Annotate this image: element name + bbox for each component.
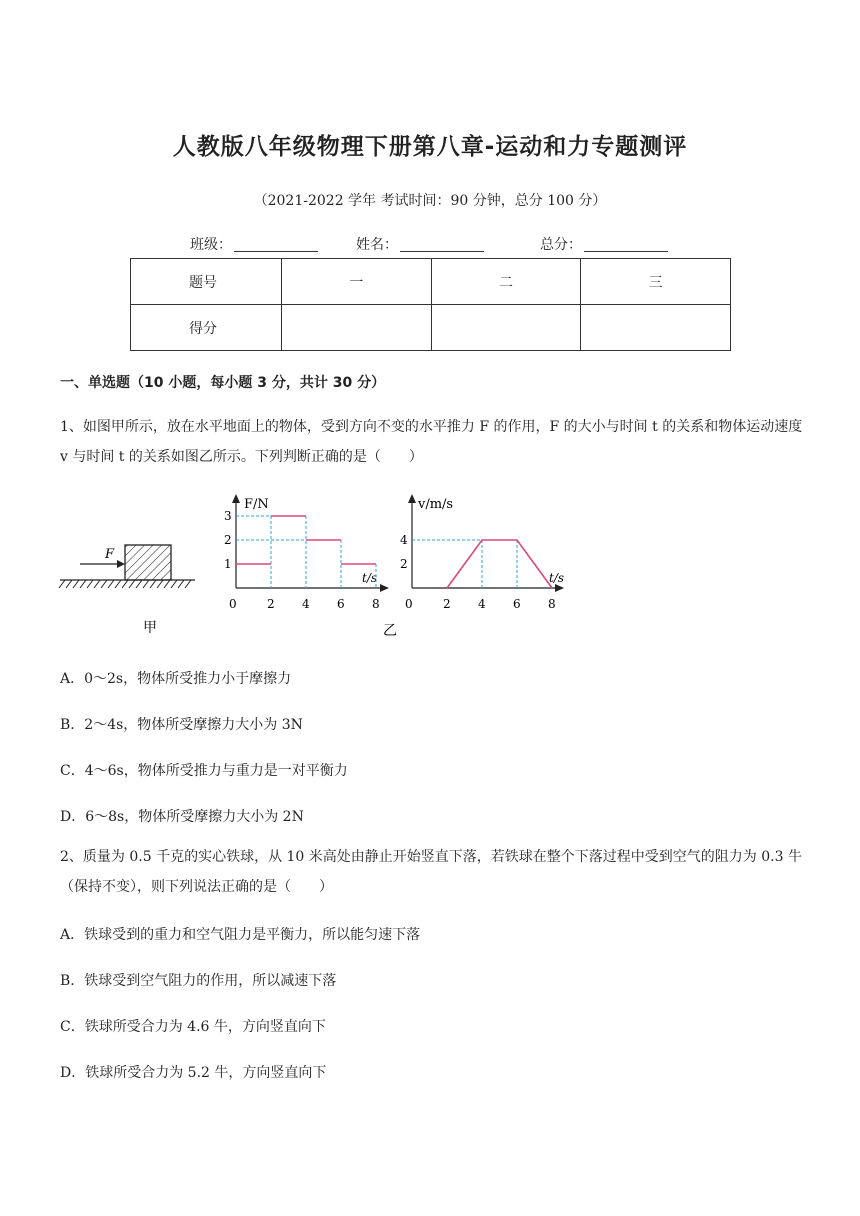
ground-hatch-mark — [157, 580, 163, 588]
block — [125, 545, 171, 580]
name-field[interactable] — [356, 234, 484, 254]
v-t-axis-label: t/s — [549, 571, 565, 585]
question-1-figure — [55, 490, 575, 645]
ground-hatch-mark — [73, 580, 79, 588]
ground-hatch-mark — [87, 580, 93, 588]
name-label: 姓名： — [356, 237, 398, 253]
exam-subtitle: （2021-2022 学年 考试时间：90 分钟，总分 100 分） — [253, 193, 607, 209]
score-cell-2[interactable] — [431, 305, 581, 351]
q2-option-c[interactable]: C．铁球所受合力为 4.6 牛，方向竖直向下 — [60, 1019, 326, 1035]
ground-hatch-mark — [150, 580, 156, 588]
v-x-tick-label: 8 — [548, 597, 556, 611]
jia-label: 甲 — [143, 620, 157, 636]
cell-header-score: 得分 — [131, 305, 282, 351]
score-cell-3[interactable] — [581, 305, 731, 351]
v-x-tick-label: 2 — [443, 597, 451, 611]
score-table-row-number — [131, 259, 731, 305]
v-series-line — [447, 540, 552, 588]
cell-section-1: 一 — [282, 259, 432, 305]
v-axis-label: v/m/s — [418, 497, 454, 512]
cell-header-number: 题号 — [131, 259, 282, 305]
ground-hatch-mark — [185, 580, 191, 588]
page-title: 人教版八年级物理下册第八章-运动和力专题测评 — [172, 134, 688, 160]
ground-hatch-mark — [108, 580, 114, 588]
f-x-tick-label: 8 — [372, 597, 380, 611]
velocity-time-chart — [383, 494, 564, 639]
class-field[interactable] — [190, 234, 318, 254]
f-y-tick-label: 2 — [224, 533, 232, 547]
v-y-arrow — [408, 494, 416, 503]
ground-hatch-mark — [178, 580, 184, 588]
v-x-tick-label: 6 — [513, 597, 521, 611]
score-table — [130, 258, 731, 351]
q1-option-b[interactable]: B．2～4s，物体所受摩擦力大小为 3N — [60, 717, 303, 733]
f-y-tick-label: 1 — [224, 557, 232, 571]
block-diagram — [59, 545, 195, 636]
f-x-tick-label: 2 — [267, 597, 275, 611]
q2-option-b[interactable]: B．铁球受到空气阻力的作用，所以减速下落 — [60, 973, 337, 989]
ground-hatch-mark — [59, 580, 65, 588]
class-blank[interactable] — [234, 237, 318, 252]
v-y-tick-label: 4 — [400, 533, 408, 547]
score-table-row-score — [131, 305, 731, 351]
f-x-arrow — [380, 584, 389, 592]
v-y-tick-label: 2 — [400, 557, 408, 571]
ground-hatch-mark — [143, 580, 149, 588]
ground-hatch-mark — [101, 580, 107, 588]
f-x-tick-label: 4 — [302, 597, 310, 611]
cell-section-3: 三 — [581, 259, 731, 305]
section-heading: 一、单选题（10 小题，每小题 3 分，共计 30 分） — [60, 375, 386, 391]
name-blank[interactable] — [400, 237, 484, 252]
yi-label: 乙 — [383, 623, 397, 639]
q2-option-a[interactable]: A．铁球受到的重力和空气阻力是平衡力，所以能匀速下落 — [60, 927, 421, 943]
q1-option-d[interactable]: D．6～8s，物体所受摩擦力大小为 2N — [60, 809, 304, 825]
ground-hatch-mark — [136, 580, 142, 588]
q1-option-a[interactable]: A．0～2s，物体所受推力小于摩擦力 — [60, 671, 292, 687]
v-origin-label: 0 — [405, 597, 413, 611]
class-label: 班级： — [190, 237, 232, 253]
cell-section-2: 二 — [431, 259, 581, 305]
force-time-chart — [224, 494, 389, 611]
f-x-tick-label: 6 — [337, 597, 345, 611]
ground-hatch-mark — [115, 580, 121, 588]
ground-hatch-mark — [66, 580, 72, 588]
v-x-arrow — [555, 584, 564, 592]
total-label: 总分： — [540, 237, 582, 253]
f-t-axis-label: t/s — [362, 571, 378, 585]
ground-hatch-mark — [164, 580, 170, 588]
total-blank[interactable] — [584, 237, 668, 252]
force-arrow — [117, 560, 125, 568]
ground-hatch-mark — [129, 580, 135, 588]
ground-hatch-mark — [122, 580, 128, 588]
question-2-text: 2、质量为 0.5 千克的实心铁球，从 10 米高处由静止开始竖直下落，若铁球在整个下落过程中受到空气的阻力为 0.3 牛（保持不变），则下列说法正确的是（ ） — [60, 849, 802, 895]
ground-hatch-mark — [94, 580, 100, 588]
question-1-text: 1、如图甲所示，放在水平地面上的物体，受到方向不变的水平推力 F 的作用，F 的大小与时间 t 的关系和物体运动速度 v 与时间 t 的关系如图乙所示。下列判断正确的是（ ） — [60, 419, 803, 465]
ground-hatch-mark — [171, 580, 177, 588]
f-y-tick-label: 3 — [224, 509, 232, 523]
v-x-tick-label: 4 — [478, 597, 486, 611]
f-axis-label: F/N — [244, 497, 269, 512]
ground-hatch-mark — [80, 580, 86, 588]
force-label: F — [105, 547, 115, 562]
f-y-arrow — [232, 494, 240, 503]
q1-option-c[interactable]: C．4～6s，物体所受推力与重力是一对平衡力 — [60, 763, 348, 779]
score-cell-1[interactable] — [282, 305, 432, 351]
total-field[interactable] — [540, 234, 668, 254]
q2-option-d[interactable]: D．铁球所受合力为 5.2 牛，方向竖直向下 — [60, 1065, 327, 1081]
f-origin-label: 0 — [229, 597, 237, 611]
